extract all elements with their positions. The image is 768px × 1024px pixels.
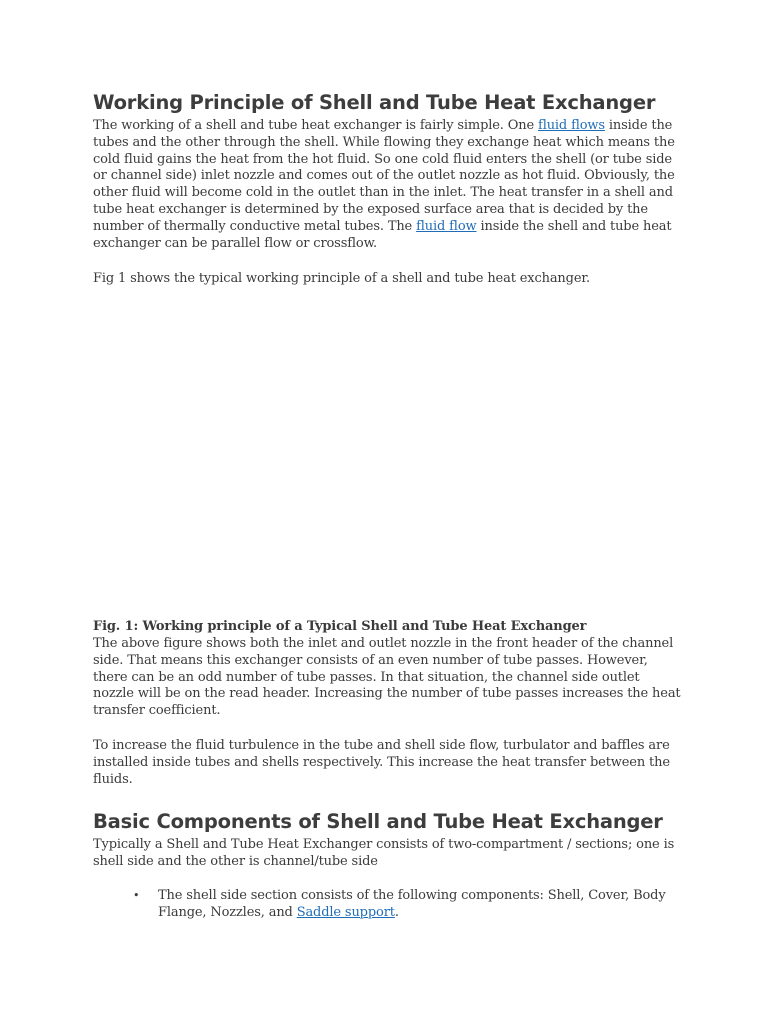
list-item-text: The shell side section consists of the following components: Shell, Cover, Body Flange, Nozzles, and xyxy=(158,888,666,920)
figure-caption: Fig. 1: Working principle of a Typical Shell and Tube Heat Exchanger xyxy=(93,619,587,634)
section-heading-basic-components: Basic Components of Shell and Tube Heat Exchanger xyxy=(93,810,663,833)
section-heading-working-principle: Working Principle of Shell and Tube Heat Exchanger xyxy=(93,91,656,114)
paragraph-components-intro: Typically a Shell and Tube Heat Exchanger consists of two-compartment / sections; one is shell side and the other is channel/tube side xyxy=(93,837,675,869)
bullet-icon: • xyxy=(133,889,140,902)
components-list xyxy=(93,888,683,922)
list-item-end: . xyxy=(394,904,399,920)
paragraph-working-description xyxy=(93,118,683,252)
paragraph-nozzle-description: The above figure shows both the inlet and outlet nozzle in the front header of the channel side. That means this exchanger consists of an even number of tube passes. However, there can be an odd number of tube passes. In that situation, the channel side outlet nozzle will be on the read header. Increasing the number of tube passes increases the heat transfer coefficient. xyxy=(93,636,681,719)
list-item xyxy=(93,888,683,922)
figure-placeholder xyxy=(93,295,683,615)
paragraph-turbulence: To increase the fluid turbulence in the tube and shell side flow, turbulator and baffles are installed inside tubes and shells respectively. This increase the heat transfer between the fluids. xyxy=(93,738,670,787)
text-segment: inside the shell and tube heat exchanger can be parallel flow or crossflow. xyxy=(93,218,672,251)
paragraph-fig-intro: Fig 1 shows the typical working principle of a shell and tube heat exchanger. xyxy=(93,271,590,286)
text-segment: inside the tubes and the other through the shell. While flowing they exchange heat which means the cold fluid gains the heat from the hot fluid. So one cold fluid enters the shell (or tube side or channel side) inlet nozzle and comes out of the outlet nozzle as hot fluid. Obviously, the other fluid will become cold in the outlet than in the inlet. The heat transfer in a shell and tube heat exchanger is determined by the exposed surface area that is decided by the number of thermally conductive metal tubes. The xyxy=(93,118,675,234)
fluid-flow-link[interactable]: fluid flow xyxy=(416,218,477,234)
saddle-support-link[interactable]: Saddle support xyxy=(296,904,395,920)
text-segment: The working of a shell and tube heat exchanger is fairly simple. One xyxy=(93,118,539,133)
fluid-flows-link[interactable]: fluid flows xyxy=(538,118,605,133)
